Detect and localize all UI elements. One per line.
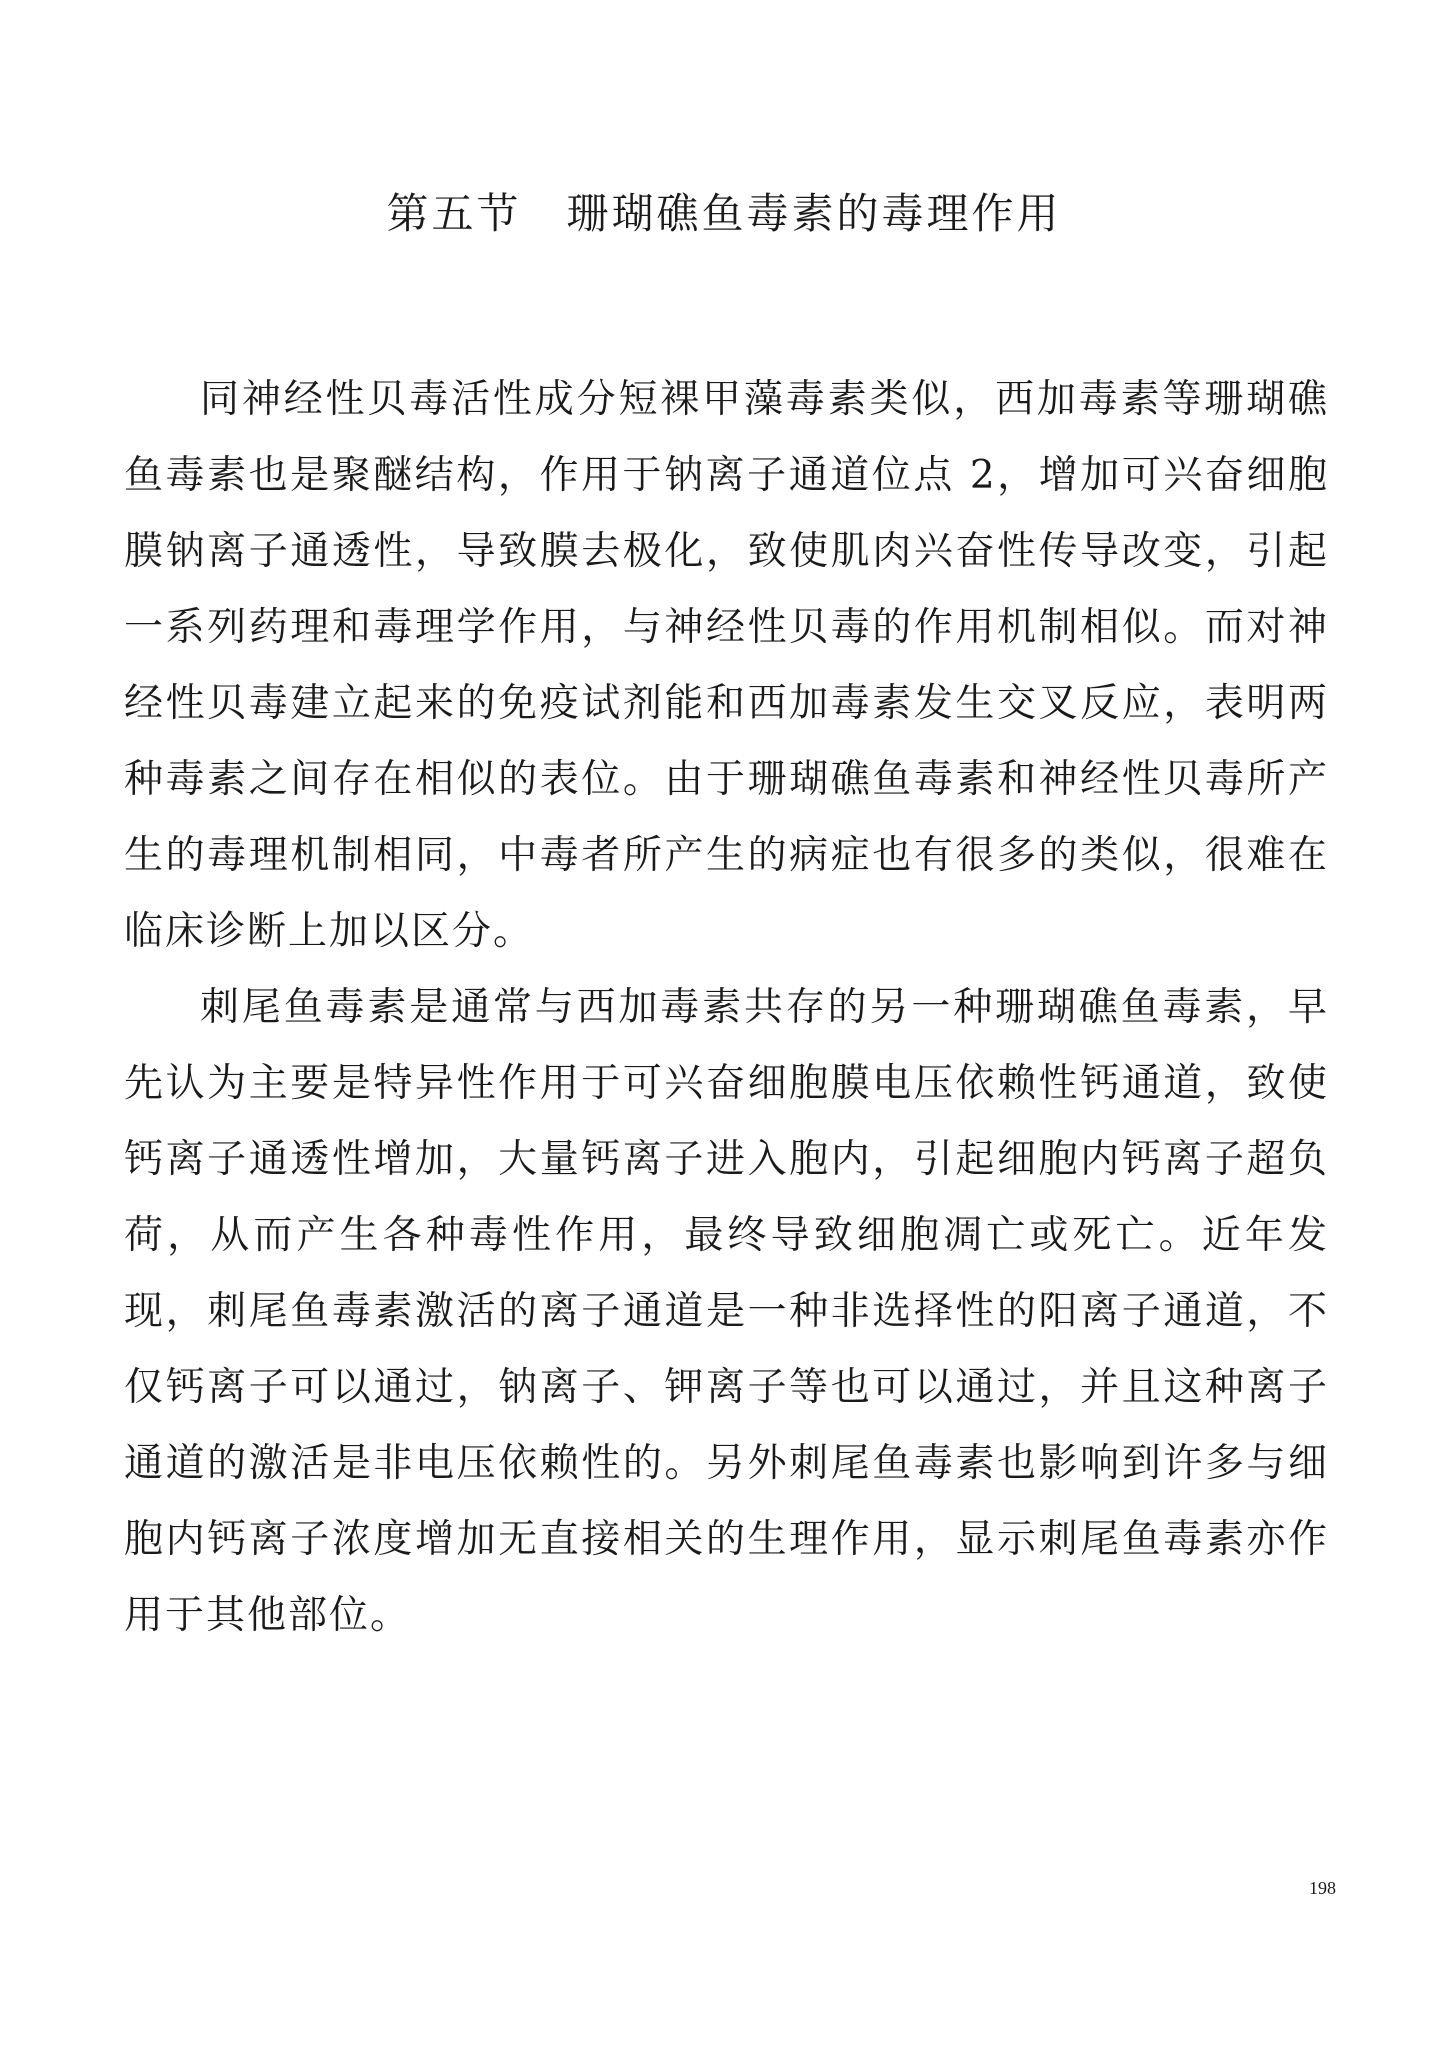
page-number: 198 — [1309, 1878, 1336, 1898]
body-text — [124, 362, 1329, 1654]
section-title: 第五节 珊瑚礁鱼毒素的毒理作用 — [386, 189, 1062, 238]
paragraph-2: 刺尾鱼毒素是通常与西加毒素共存的另一种珊瑚礁鱼毒素，早先认为主要是特异性作用于可兴奋细胞膜电压依赖性钙通道，致使钙离子通透性增加，大量钙离子进入胞内，引起细胞内钙离子超负荷，从而产生各种毒性作用，最终导致细胞凋亡或死亡。近年发现，刺尾鱼毒素激活的离子通道是一种非选择性的阳离子通道，不仅钙离子可以通过，钠离子、钾离子等也可以通过，并且这种离子通道的激活是非电压依赖性的。另外刺尾鱼毒素也影响到许多与细胞内钙离子浓度增加无直接相关的生理作用，显示刺尾鱼毒素亦作用于其他部位。 — [124, 985, 1329, 1638]
paragraph-1: 同神经性贝毒活性成分短裸甲藻毒素类似，西加毒素等珊瑚礁鱼毒素也是聚醚结构，作用于钠离子通道位点 2，增加可兴奋细胞膜钠离子通透性，导致膜去极化，致使肌肉兴奋性传导改变，引起一系列药理和毒理学作用，与神经性贝毒的作用机制相似。而对神经性贝毒建立起来的免疫试剂能和西加毒素发生交叉反应，表明两种毒素之间存在相似的表位。由于珊瑚礁鱼毒素和神经性贝毒所产生的毒理机制相同，中毒者所产生的病症也有很多的类似，很难在临床诊断上加以区分。 — [124, 377, 1329, 954]
